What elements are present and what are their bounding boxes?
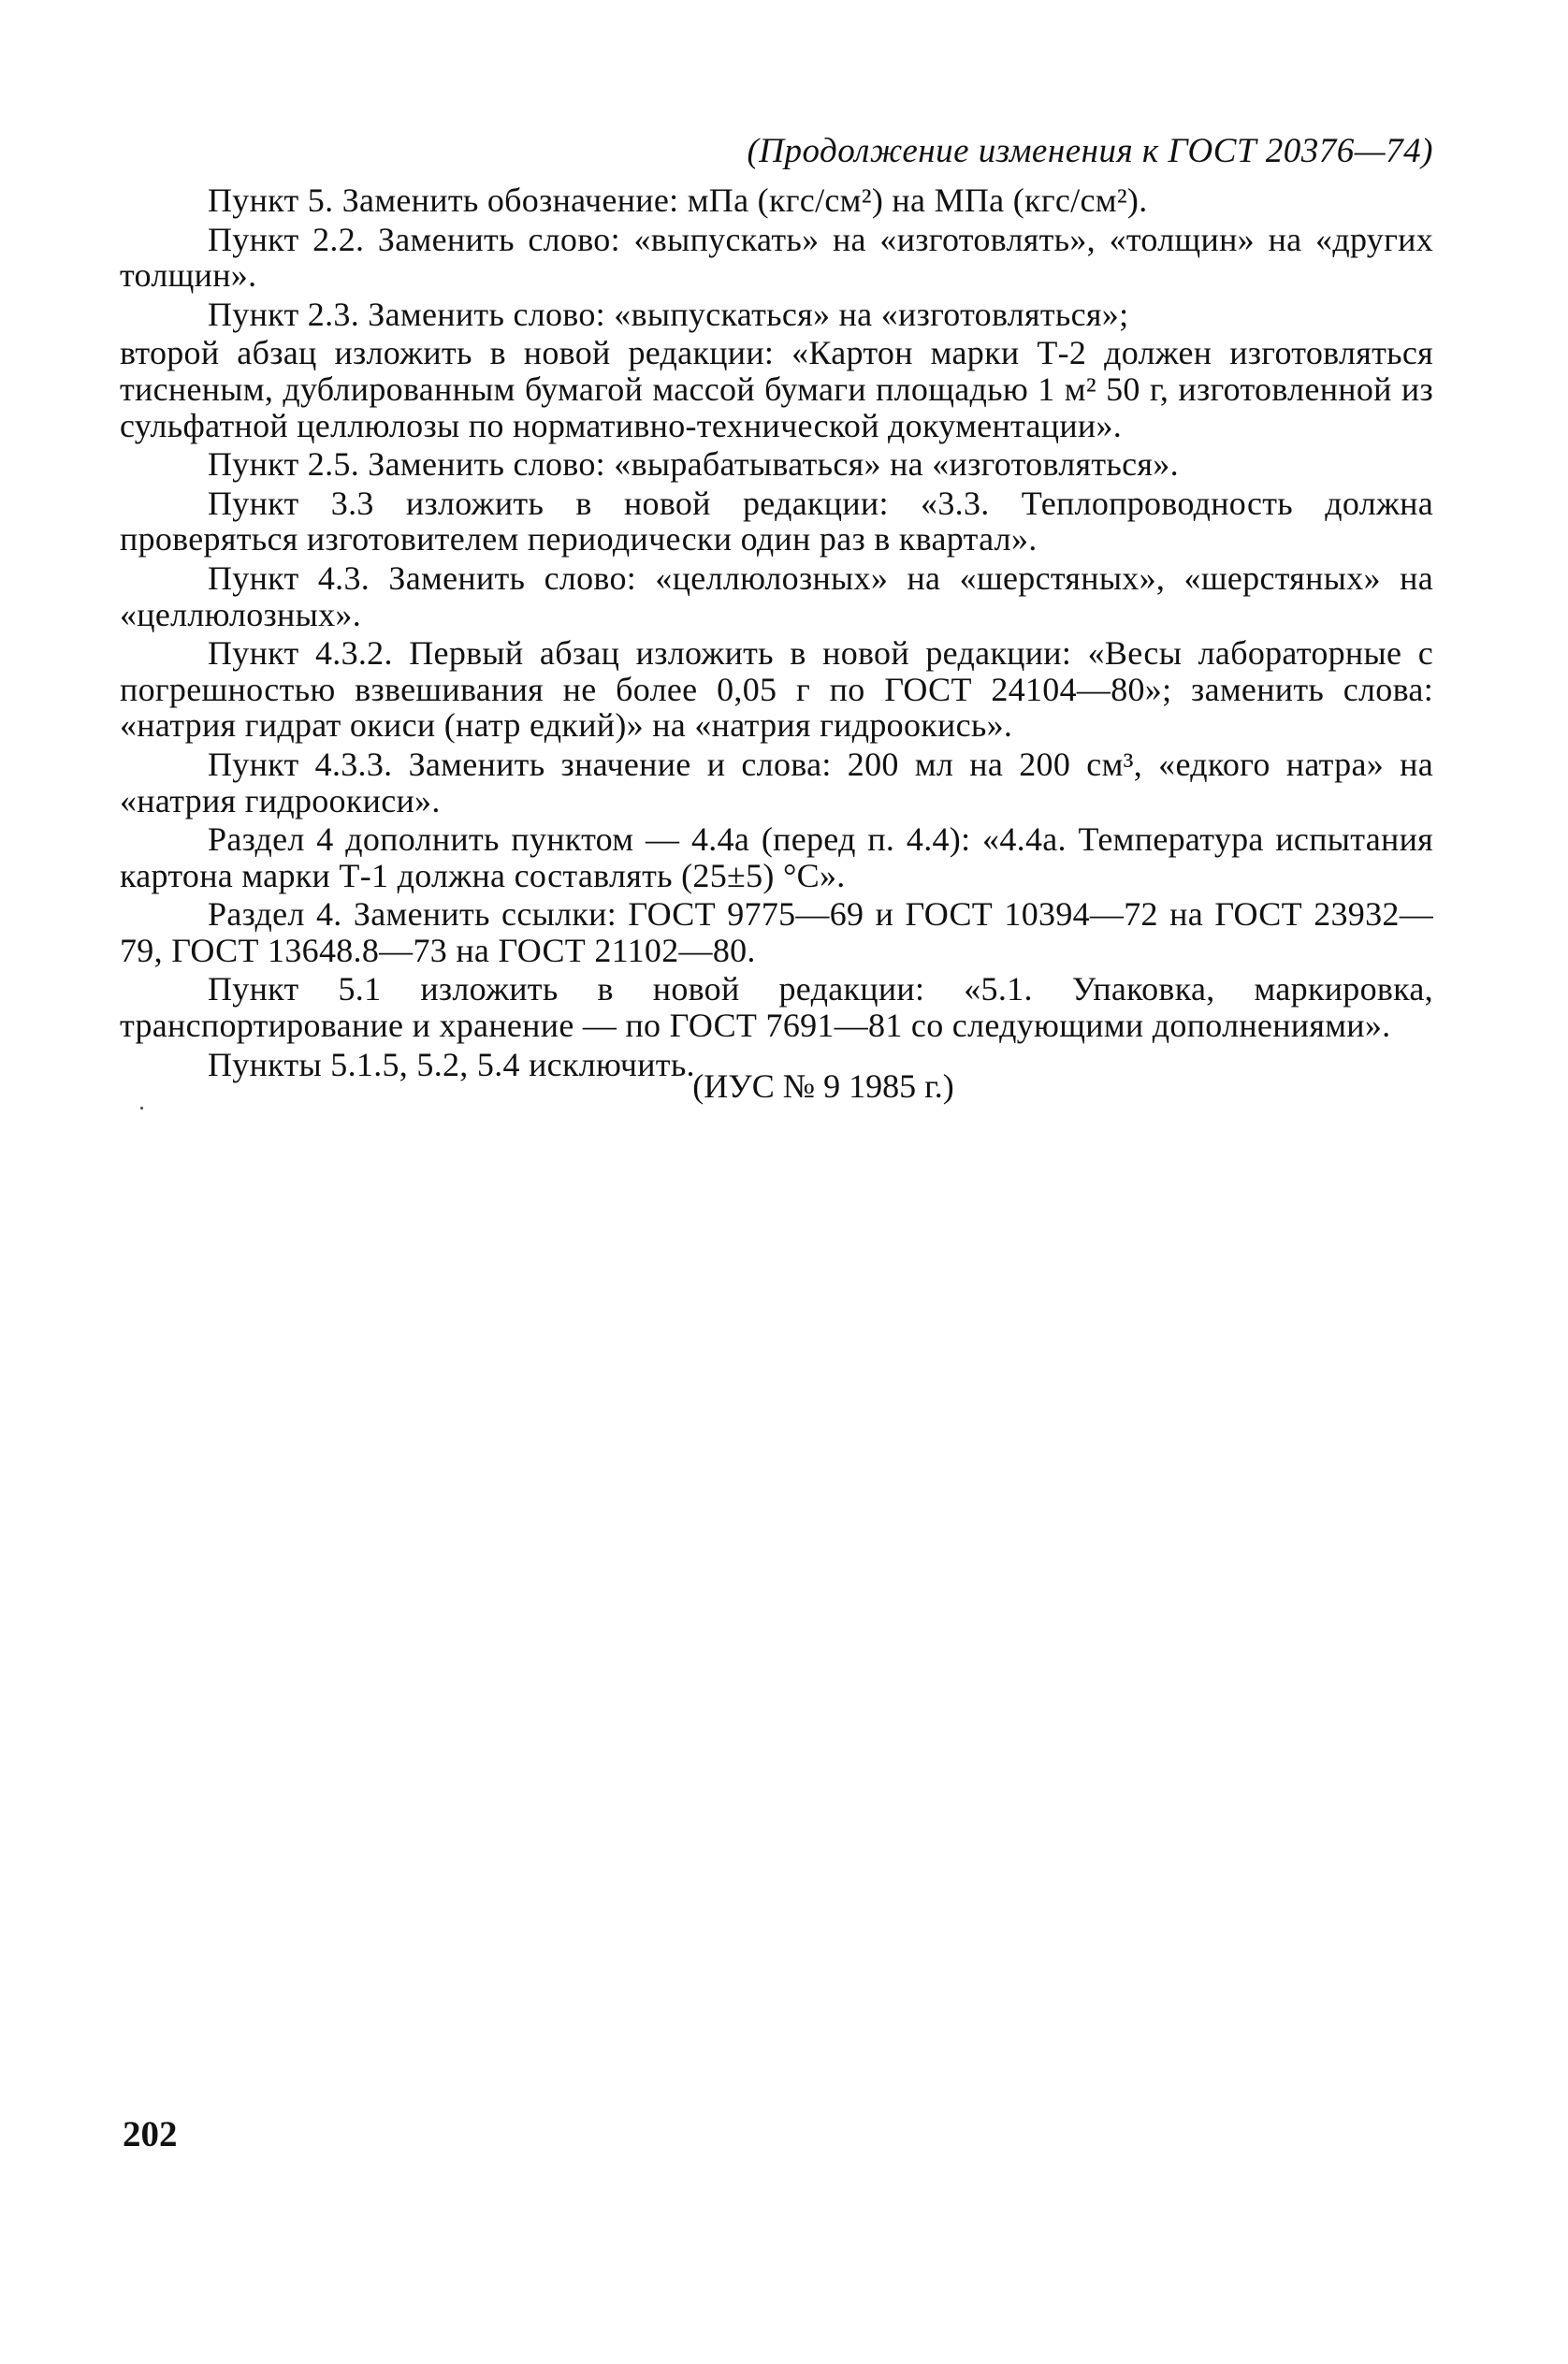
paragraph: Пункты 5.1.5, 5.2, 5.4 исключить. [208, 1045, 695, 1083]
continuation-header: (Продолжение изменения к ГОСТ 20376—74) [747, 132, 1433, 170]
paragraph: второй абзац изложить в новой редакции: «Картон марки Т-2 должен изготовляться тисненым, дублированным бумагой массой бумаги площадью 1 м² 50 г, изготовленной из сульфатной целлюлозы по нормативно-технической документации». [120, 334, 1433, 444]
page-number: 202 [123, 2114, 178, 2154]
scan-speck [140, 1107, 143, 1109]
ius-reference: (ИУС № 9 1985 г.) [692, 1067, 954, 1105]
amendment-body [120, 182, 1433, 1085]
paragraph: Раздел 4. Заменить ссылки: ГОСТ 9775—69 и ГОСТ 10394—72 на ГОСТ 23932—79, ГОСТ 13648.8—73 на ГОСТ 21102—80. [120, 895, 1433, 969]
paragraph: Пункт 2.5. Заменить слово: «вырабатываться» на «изготовляться». [208, 445, 1179, 484]
paragraph: Пункт 2.2. Заменить слово: «выпускать» на «изготовлять», «толщин» на «других толщин». [120, 220, 1433, 295]
paragraph: Пункт 3.3 изложить в новой редакции: «3.3. Теплопроводность должна проверяться изготовителем периодически один раз в квартал». [120, 484, 1433, 558]
paragraph: Пункт 5.1 изложить в новой редакции: «5.1. Упаковка, маркировка, транспортирование и хранение — по ГОСТ 7691—81 со следующими дополнениями». [120, 970, 1433, 1045]
paragraph: Пункт 4.3. Заменить слово: «целлюлозных» на «шерстяных», «шерстяных» на «целлюлозных». [120, 558, 1433, 633]
paragraph: Раздел 4 дополнить пунктом — 4.4а (перед п. 4.4): «4.4а. Температура испытания картона марки Т-1 должна составлять (25±5) °С». [120, 820, 1433, 894]
paragraph: Пункт 4.3.3. Заменить значение и слова: 200 мл на 200 см³, «едкого натра» на «натрия гидроокиси». [120, 745, 1433, 819]
paragraph: Пункт 2.3. Заменить слово: «выпускаться» на «изготовляться»; [208, 295, 1129, 333]
paragraph: Пункт 4.3.2. Первый абзац изложить в новой редакции: «Весы лабораторные с погрешностью взвешивания не более 0,05 г по ГОСТ 24104—80»; заменить слова: «натрия гидрат окиси (натр едкий)» на «натрия гидроокись». [120, 634, 1433, 745]
paragraph: Пункт 5. Заменить обозначение: мПа (кгс/см²) на МПа (кгс/см²). [208, 181, 1148, 219]
